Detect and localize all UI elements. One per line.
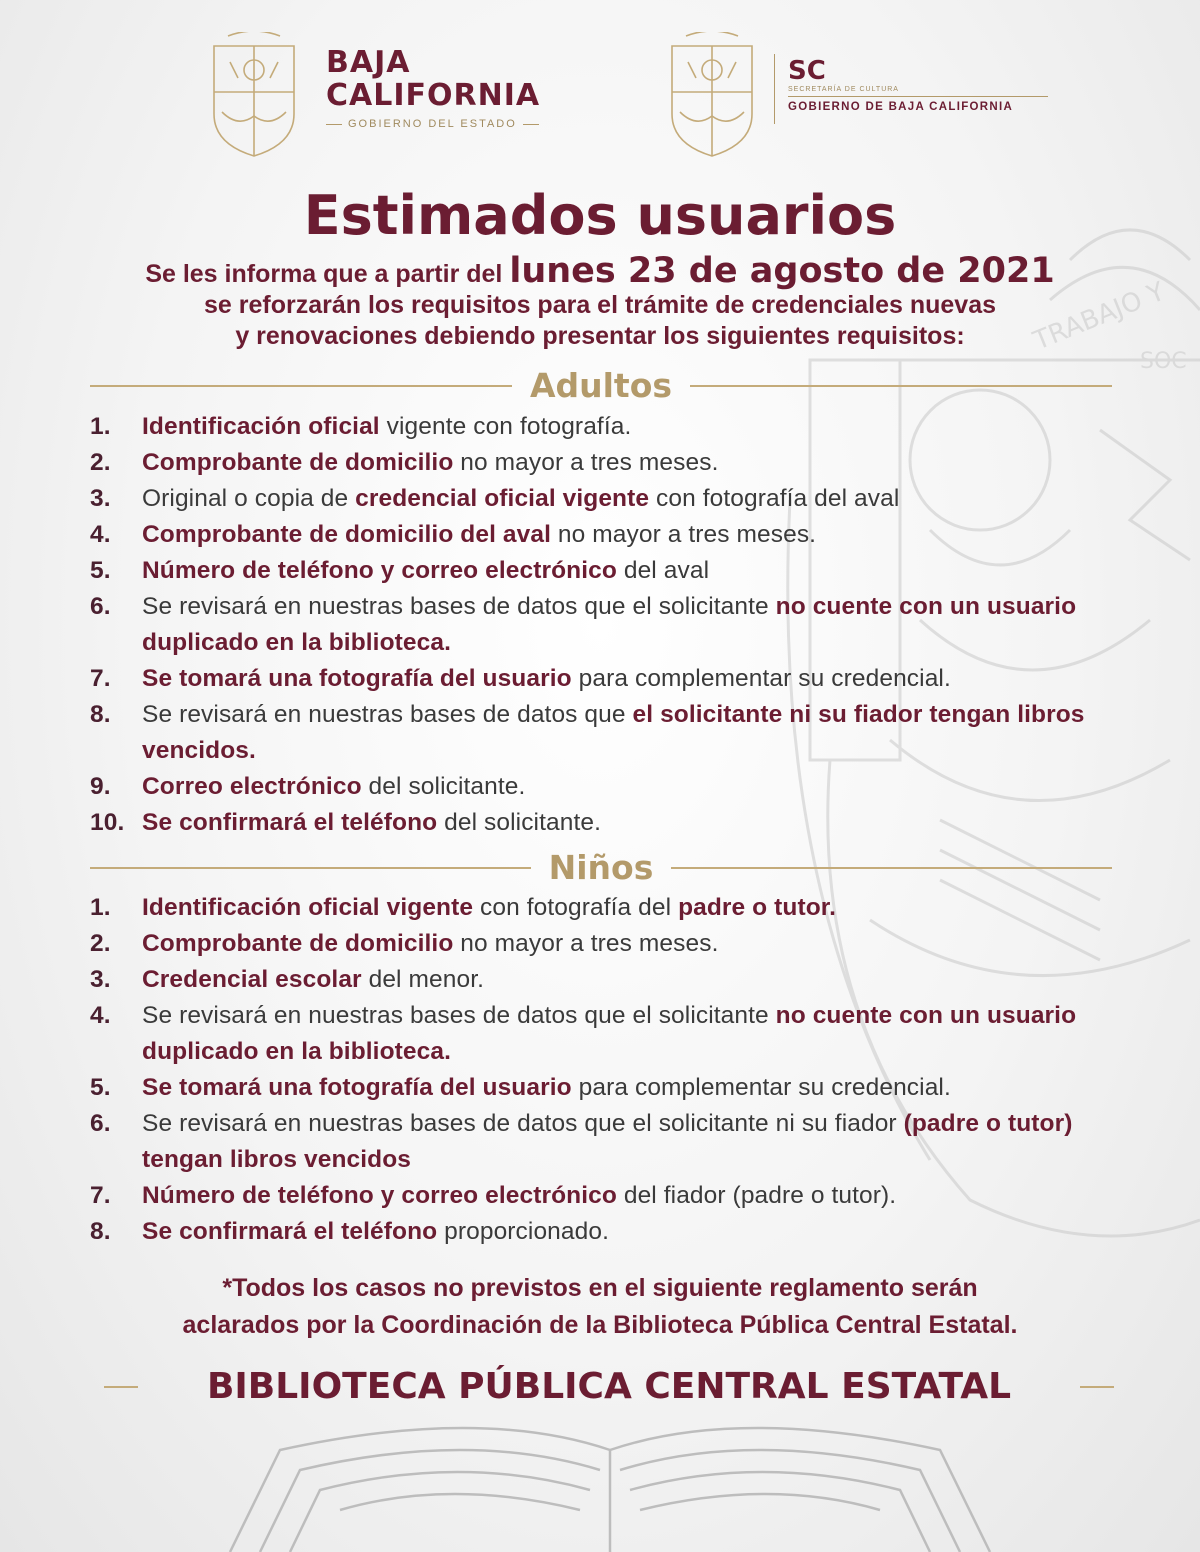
adultos-item bbox=[90, 661, 1150, 697]
adultos-item-number: 7. bbox=[90, 665, 111, 692]
intro-date: lunes 23 de agosto de 2021 bbox=[509, 251, 1055, 291]
ninos-item-text bbox=[142, 890, 1150, 926]
ninos-item-text bbox=[142, 926, 1150, 962]
footer-title: BIBLIOTECA PÚBLICA CENTRAL ESTATAL bbox=[206, 1366, 1012, 1407]
adultos-item-text bbox=[142, 697, 1150, 769]
regular-text: no mayor a tres meses. bbox=[453, 930, 719, 957]
ninos-item bbox=[90, 1070, 1150, 1106]
adultos-item-number: 8. bbox=[90, 701, 111, 728]
bold-text: credencial oficial vigente bbox=[355, 485, 650, 512]
bold-text: Identificación oficial bbox=[142, 413, 380, 440]
page-title: Estimados usuarios bbox=[303, 184, 897, 247]
ninos-item bbox=[90, 998, 1150, 1070]
ninos-item bbox=[90, 926, 1150, 962]
adultos-item-text bbox=[142, 517, 1150, 553]
bold-text: el solicitante ni su fiador tengan libros vencidos. bbox=[142, 701, 1085, 764]
bold-text: Credencial escolar bbox=[142, 966, 362, 993]
regular-text: no mayor a tres meses. bbox=[551, 521, 817, 548]
bold-text: Número de teléfono y correo electrónico bbox=[142, 557, 617, 584]
adultos-item-number: 4. bbox=[90, 521, 111, 548]
adultos-item bbox=[90, 589, 1150, 661]
regular-text: Se revisará en nuestras bases de datos que el solicitante ni su fiador bbox=[142, 1110, 904, 1137]
regular-text: Original o copia de bbox=[142, 485, 356, 512]
regular-text: proporcionado. bbox=[437, 1218, 609, 1245]
adultos-item-text bbox=[142, 481, 1150, 517]
ninos-item-number: 2. bbox=[90, 930, 111, 957]
watermark-text-soc: SOC bbox=[1140, 349, 1187, 374]
adultos-item-number: 1. bbox=[90, 413, 111, 440]
bold-text: Se tomará una fotografía del usuario bbox=[142, 665, 572, 692]
coat-of-arms-icon bbox=[208, 32, 300, 160]
adultos-item bbox=[90, 481, 1150, 517]
intro-line2: se reforzarán los requisitos para el trámite de credenciales nuevas bbox=[203, 291, 997, 319]
bc-title-line2: CALIFORNIA bbox=[326, 78, 541, 113]
adultos-heading-label: Adultos bbox=[529, 366, 673, 405]
bold-text: Comprobante de domicilio bbox=[142, 930, 454, 957]
adultos-item-number: 2. bbox=[90, 449, 111, 476]
ninos-list bbox=[90, 890, 1150, 1250]
adultos-item bbox=[90, 697, 1150, 769]
regular-text: Se revisará en nuestras bases de datos que el solicitante bbox=[142, 593, 776, 620]
regular-text: para complementar su credencial. bbox=[571, 665, 951, 692]
ninos-item-text bbox=[142, 1070, 1150, 1106]
watermark-text: TRABAJO Y bbox=[1029, 276, 1170, 357]
ninos-heading bbox=[90, 848, 1112, 888]
regular-text: Se revisará en nuestras bases de datos que bbox=[142, 701, 633, 728]
adultos-item bbox=[90, 517, 1150, 553]
bc-title-line1: BAJA bbox=[326, 45, 411, 80]
bold-text: Se confirmará el teléfono bbox=[142, 1218, 438, 1245]
bold-text: (padre o tutor) tengan libros vencidos bbox=[142, 1110, 1073, 1173]
adultos-item-text bbox=[142, 661, 1150, 697]
open-book-icon bbox=[220, 1410, 1000, 1552]
ninos-item-number: 5. bbox=[90, 1074, 111, 1101]
bold-text: Se confirmará el teléfono bbox=[142, 809, 438, 836]
sc-gov-text: GOBIERNO DE BAJA CALIFORNIA bbox=[788, 101, 1014, 113]
regular-text: del menor. bbox=[361, 966, 485, 993]
adultos-item-text bbox=[142, 769, 1150, 805]
ninos-item-number: 6. bbox=[90, 1110, 111, 1137]
note bbox=[40, 1270, 1160, 1344]
secretaria-cultura-logo bbox=[788, 56, 1058, 113]
header bbox=[0, 28, 1200, 168]
regular-text: Se revisará en nuestras bases de datos que el solicitante bbox=[142, 1002, 776, 1029]
ninos-item bbox=[90, 962, 1150, 998]
regular-text: no mayor a tres meses. bbox=[453, 449, 719, 476]
regular-text: con fotografía del aval bbox=[649, 485, 900, 512]
footer bbox=[104, 1362, 1114, 1412]
adultos-item bbox=[90, 445, 1150, 481]
bc-subtitle bbox=[326, 118, 566, 130]
adultos-item-number: 9. bbox=[90, 773, 111, 800]
adultos-item-number: 5. bbox=[90, 557, 111, 584]
ninos-item-text bbox=[142, 962, 1150, 998]
regular-text: del fiador (padre o tutor). bbox=[616, 1182, 897, 1209]
adultos-item-number: 6. bbox=[90, 593, 111, 620]
adultos-item-number: 3. bbox=[90, 485, 111, 512]
adultos-item-text bbox=[142, 409, 1150, 445]
bold-text: Comprobante de domicilio bbox=[142, 449, 454, 476]
note-line2: aclarados por la Coordinación de la Biblioteca Pública Central Estatal. bbox=[182, 1311, 1018, 1339]
regular-text: del solicitante. bbox=[437, 809, 601, 836]
ninos-item-number: 1. bbox=[90, 894, 111, 921]
regular-text: con fotografía del bbox=[473, 894, 679, 921]
bold-text: no cuente con un usuario duplicado en la biblioteca. bbox=[142, 1002, 1077, 1065]
bold-text: padre o tutor. bbox=[678, 894, 836, 921]
adultos-item bbox=[90, 769, 1150, 805]
adultos-item-text bbox=[142, 805, 1150, 841]
bold-text: Número de teléfono y correo electrónico bbox=[142, 1182, 617, 1209]
ninos-item-number: 4. bbox=[90, 1002, 111, 1029]
ninos-item bbox=[90, 890, 1150, 926]
sc-title: SC bbox=[788, 56, 826, 86]
adultos-item-text bbox=[142, 445, 1150, 481]
adultos-item bbox=[90, 805, 1150, 841]
intro-text bbox=[60, 251, 1140, 352]
bold-text: Se tomará una fotografía del usuario bbox=[142, 1074, 572, 1101]
ninos-item-text bbox=[142, 1214, 1150, 1250]
adultos-item bbox=[90, 409, 1150, 445]
ninos-item-number: 8. bbox=[90, 1218, 111, 1245]
header-divider bbox=[774, 54, 775, 124]
baja-california-logo bbox=[326, 46, 566, 130]
ninos-item-text bbox=[142, 1178, 1150, 1214]
ninos-heading-label: Niños bbox=[548, 848, 654, 887]
regular-text: del aval bbox=[616, 557, 710, 584]
ninos-item-text bbox=[142, 1106, 1150, 1178]
adultos-item bbox=[90, 553, 1150, 589]
adultos-item-text bbox=[142, 553, 1150, 589]
bold-text: Correo electrónico bbox=[142, 773, 362, 800]
intro-line1 bbox=[60, 251, 1140, 291]
bold-text: no cuente con un usuario duplicado en la biblioteca. bbox=[142, 593, 1077, 656]
adultos-list bbox=[90, 409, 1150, 841]
note-line1: *Todos los casos no previstos en el siguiente reglamento serán bbox=[222, 1274, 978, 1302]
bold-text: Comprobante de domicilio del aval bbox=[142, 521, 551, 548]
ninos-item bbox=[90, 1106, 1150, 1178]
regular-text: para complementar su credencial. bbox=[571, 1074, 951, 1101]
ninos-item-number: 3. bbox=[90, 966, 111, 993]
intro-line1-pre: Se les informa que a partir del bbox=[145, 260, 510, 288]
ninos-item bbox=[90, 1214, 1150, 1250]
adultos-item-text bbox=[142, 589, 1150, 661]
ninos-item-number: 7. bbox=[90, 1182, 111, 1209]
ninos-item-text bbox=[142, 998, 1150, 1070]
bold-text: Identificación oficial vigente bbox=[142, 894, 474, 921]
adultos-item-number: 10. bbox=[90, 809, 125, 836]
bc-subtitle-text: GOBIERNO DEL ESTADO bbox=[348, 118, 517, 130]
regular-text: del solicitante. bbox=[361, 773, 526, 800]
ninos-item bbox=[90, 1178, 1150, 1214]
adultos-heading bbox=[90, 366, 1112, 406]
sc-small-text: SECRETARÍA DE CULTURA bbox=[788, 86, 1048, 97]
intro-line3: y renovaciones debiendo presentar los siguientes requisitos: bbox=[235, 322, 965, 350]
regular-text: vigente con fotografía. bbox=[379, 413, 632, 440]
coat-of-arms-icon bbox=[666, 32, 758, 160]
